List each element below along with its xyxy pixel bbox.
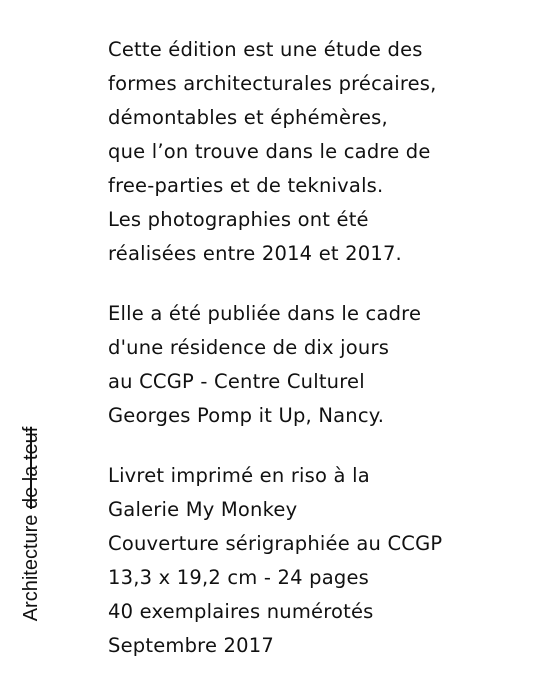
book-title-struck: de la teuf [20, 426, 42, 510]
text-line: formes architecturales précaires, [108, 72, 437, 95]
text-line: Livret imprimé en riso à la [108, 464, 370, 487]
book-title-plain: Architecture [20, 509, 42, 622]
text-line: démontables et éphémères, [108, 106, 388, 129]
text-line: au CCGP - Centre Culturel [108, 370, 365, 393]
colophon-text [108, 33, 548, 663]
text-line: Cette édition est une étude des [108, 38, 423, 61]
text-line: réalisées entre 2014 et 2017. [108, 242, 402, 265]
paragraph-description [108, 33, 548, 271]
text-line: 40 exemplaires numérotés [108, 600, 374, 623]
text-line: Galerie My Monkey [108, 498, 298, 521]
text-line: Couverture sérigraphiée au CCGP [108, 532, 443, 555]
text-line: 13,3 x 19,2 cm - 24 pages [108, 566, 369, 589]
paragraph-print-details [108, 459, 548, 663]
text-line: Septembre 2017 [108, 634, 274, 657]
text-line: Elle a été publiée dans le cadre [108, 302, 422, 325]
text-line: que l’on trouve dans le cadre de [108, 140, 431, 163]
paragraph-residency [108, 297, 548, 433]
text-line: Les photographies ont été [108, 208, 369, 231]
text-line: d'une résidence de dix jours [108, 336, 390, 359]
text-line: Georges Pomp it Up, Nancy. [108, 404, 385, 427]
text-line: free-parties et de teknivals. [108, 174, 384, 197]
vertical-book-title [19, 427, 43, 622]
